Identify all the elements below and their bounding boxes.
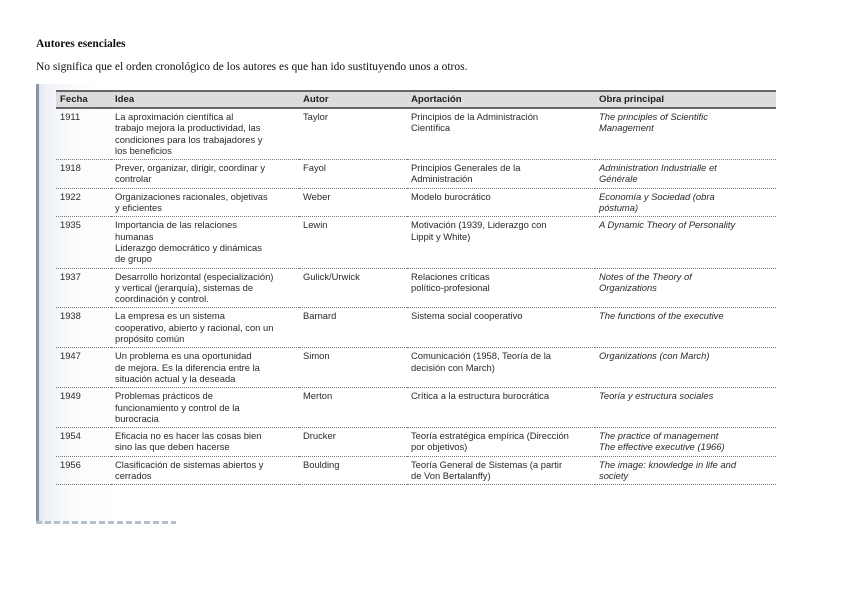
cell-idea-line: burocracia xyxy=(115,412,159,424)
table-row xyxy=(56,108,776,160)
cell-aportacion-line: Teoría General de Sistemas (a partir xyxy=(411,458,563,470)
table-row xyxy=(56,188,776,217)
cell-aportacion xyxy=(407,188,595,217)
cell-idea-line: trabajo mejora la productividad, las xyxy=(115,122,261,134)
cell-idea xyxy=(111,217,299,268)
cell-aportacion-line: Principios de la Administración xyxy=(411,111,539,122)
cell-obra-line: The functions of the executive xyxy=(599,310,724,322)
header-aportacion: Aportación xyxy=(407,91,595,108)
cell-obra-line: society xyxy=(599,470,629,482)
cell-aportacion-line: Sistema social cooperativo xyxy=(411,310,523,322)
cell-idea-line: Prever, organizar, dirigir, coordinar y xyxy=(115,162,266,174)
cell-idea-line: La aproximación científica al xyxy=(115,111,234,122)
cell-idea xyxy=(111,268,299,308)
cell-obra-line: Organizations xyxy=(599,281,657,293)
cell-fecha: 1911 xyxy=(56,108,111,160)
cell-idea-line: cerrados xyxy=(115,470,152,482)
cell-aportacion-line: Relaciones críticas xyxy=(411,270,490,282)
cell-obra xyxy=(595,108,776,160)
cell-autor: Merton xyxy=(299,388,407,428)
authors-table xyxy=(56,90,776,485)
cell-idea-line: sino las que deben hacerse xyxy=(115,441,230,453)
cell-idea-line: La empresa es un sistema xyxy=(115,310,225,322)
cell-aportacion-line: Científica xyxy=(411,122,451,134)
cell-idea-line: humanas xyxy=(115,230,154,242)
cell-idea-line: coordinación y control. xyxy=(115,293,209,305)
cell-obra-line: póstuma) xyxy=(599,202,639,214)
table-body xyxy=(56,108,776,485)
cell-autor: Weber xyxy=(299,188,407,217)
cell-autor: Gulick/Urwick xyxy=(299,268,407,308)
table-row xyxy=(56,217,776,268)
cell-obra xyxy=(595,308,776,348)
cell-idea-line: los beneficios xyxy=(115,144,172,156)
table-row xyxy=(56,308,776,348)
table-row xyxy=(56,348,776,388)
cell-fecha: 1954 xyxy=(56,428,111,457)
cell-obra-line: Générale xyxy=(599,173,638,185)
cell-obra-line: Teoría y estructura sociales xyxy=(599,390,714,402)
cell-idea-line: Importancia de las relaciones xyxy=(115,219,237,231)
cell-aportacion-line: Comunicación (1958, Teoría de la xyxy=(411,350,552,362)
cell-aportacion-line: Teoría estratégica empírica (Dirección xyxy=(411,430,569,442)
table-row xyxy=(56,388,776,428)
cell-idea xyxy=(111,308,299,348)
table-header-row xyxy=(56,91,776,108)
cell-obra-line: The effective executive (1966) xyxy=(599,441,725,453)
cell-fecha: 1918 xyxy=(56,160,111,189)
cell-obra-line: Economía y Sociedad (obra xyxy=(599,190,715,202)
cell-fecha: 1937 xyxy=(56,268,111,308)
cell-aportacion xyxy=(407,428,595,457)
cell-obra xyxy=(595,217,776,268)
cell-aportacion-line: de Von Bertalanffy) xyxy=(411,470,491,482)
cell-autor: Lewin xyxy=(299,217,407,268)
intro-paragraph: No significa que el orden cronológico de los autores es que han ido sustituyendo unos a otros. xyxy=(36,61,468,73)
cell-autor: Barnard xyxy=(299,308,407,348)
cell-aportacion xyxy=(407,456,595,485)
cell-aportacion xyxy=(407,108,595,160)
cell-obra-line: Administration Industrialle et xyxy=(599,162,717,174)
cell-idea-line: Problemas prácticos de xyxy=(115,390,213,402)
cell-idea-line: Desarrollo horizontal (especialización) xyxy=(115,270,274,282)
document-heading: Autores esenciales xyxy=(36,38,126,50)
cell-aportacion xyxy=(407,308,595,348)
cell-idea xyxy=(111,160,299,189)
cell-aportacion-line: Modelo burocrático xyxy=(411,190,491,202)
cell-obra xyxy=(595,268,776,308)
cell-obra xyxy=(595,428,776,457)
cell-obra xyxy=(595,160,776,189)
table-row xyxy=(56,456,776,485)
cell-aportacion xyxy=(407,160,595,189)
cell-aportacion-line: Crítica a la estructura burocrática xyxy=(411,390,550,402)
cell-idea-line: y vertical (jerarquía), sistemas de xyxy=(115,281,254,293)
cell-idea-line: y eficientes xyxy=(115,202,162,214)
cell-idea xyxy=(111,188,299,217)
cell-idea-line: Un problema es una oportunidad xyxy=(115,350,252,362)
cell-autor: Simon xyxy=(299,348,407,388)
header-autor: Autor xyxy=(299,91,407,108)
cell-idea xyxy=(111,108,299,160)
header-idea: Idea xyxy=(111,91,299,108)
table-row xyxy=(56,428,776,457)
cell-idea xyxy=(111,456,299,485)
cell-aportacion-line: político-profesional xyxy=(411,281,490,293)
cell-fecha: 1922 xyxy=(56,188,111,217)
cell-idea-line: Organizaciones racionales, objetivas xyxy=(115,190,268,202)
cell-idea-line: funcionamiento y control de la xyxy=(115,401,240,413)
cell-aportacion-line: Administración xyxy=(411,173,473,185)
cell-idea-line: de grupo xyxy=(115,253,153,265)
cell-aportacion xyxy=(407,348,595,388)
cell-idea-line: cooperativo, abierto y racional, con un xyxy=(115,321,274,333)
cell-idea xyxy=(111,348,299,388)
cell-obra xyxy=(595,456,776,485)
cell-idea-line: controlar xyxy=(115,173,152,185)
cell-obra-line: Management xyxy=(599,122,654,134)
table-row xyxy=(56,160,776,189)
cell-fecha: 1938 xyxy=(56,308,111,348)
cell-obra-line: A Dynamic Theory of Personality xyxy=(599,219,736,231)
cell-autor: Taylor xyxy=(299,108,407,160)
cell-fecha: 1956 xyxy=(56,456,111,485)
cell-fecha: 1949 xyxy=(56,388,111,428)
header-fecha: Fecha xyxy=(56,91,111,108)
cell-aportacion xyxy=(407,268,595,308)
cell-obra xyxy=(595,348,776,388)
cell-obra-line: The principles of Scientific xyxy=(599,111,708,122)
cell-aportacion xyxy=(407,217,595,268)
cell-autor: Drucker xyxy=(299,428,407,457)
cell-idea-line: de mejora. Es la diferencia entre la xyxy=(115,361,260,373)
cell-obra xyxy=(595,388,776,428)
cell-aportacion-line: Motivación (1939, Liderazgo con xyxy=(411,219,547,231)
cell-idea-line: Eficacia no es hacer las cosas bien xyxy=(115,430,262,442)
cell-aportacion-line: Lippit y White) xyxy=(411,230,471,242)
cell-autor: Boulding xyxy=(299,456,407,485)
cell-aportacion-line: decisión con March) xyxy=(411,361,495,373)
cell-autor: Fayol xyxy=(299,160,407,189)
cell-obra-line: Notes of the Theory of xyxy=(599,270,692,282)
cell-idea-line: Clasificación de sistemas abiertos y xyxy=(115,458,264,470)
cell-obra-line: Organizations (con March) xyxy=(599,350,710,362)
cell-idea-line: propósito común xyxy=(115,333,185,345)
cell-aportacion xyxy=(407,388,595,428)
cell-idea-line: condiciones para los trabajadores y xyxy=(115,133,263,145)
cell-idea xyxy=(111,388,299,428)
cell-aportacion-line: por objetivos) xyxy=(411,441,468,453)
scan-bottom-artifact xyxy=(36,521,176,524)
header-obra: Obra principal xyxy=(595,91,776,108)
cell-obra xyxy=(595,188,776,217)
cell-aportacion-line: Principios Generales de la xyxy=(411,162,521,174)
cell-idea-line: situación actual y la deseada xyxy=(115,372,236,384)
cell-idea-line: Liderazgo democrático y dinámicas xyxy=(115,241,262,253)
cell-obra-line: The image: knowledge in life and xyxy=(599,458,737,470)
cell-idea xyxy=(111,428,299,457)
cell-fecha: 1947 xyxy=(56,348,111,388)
table-row xyxy=(56,268,776,308)
cell-obra-line: The practice of management xyxy=(599,430,719,442)
cell-fecha: 1935 xyxy=(56,217,111,268)
scan-left-edge xyxy=(36,84,39,524)
